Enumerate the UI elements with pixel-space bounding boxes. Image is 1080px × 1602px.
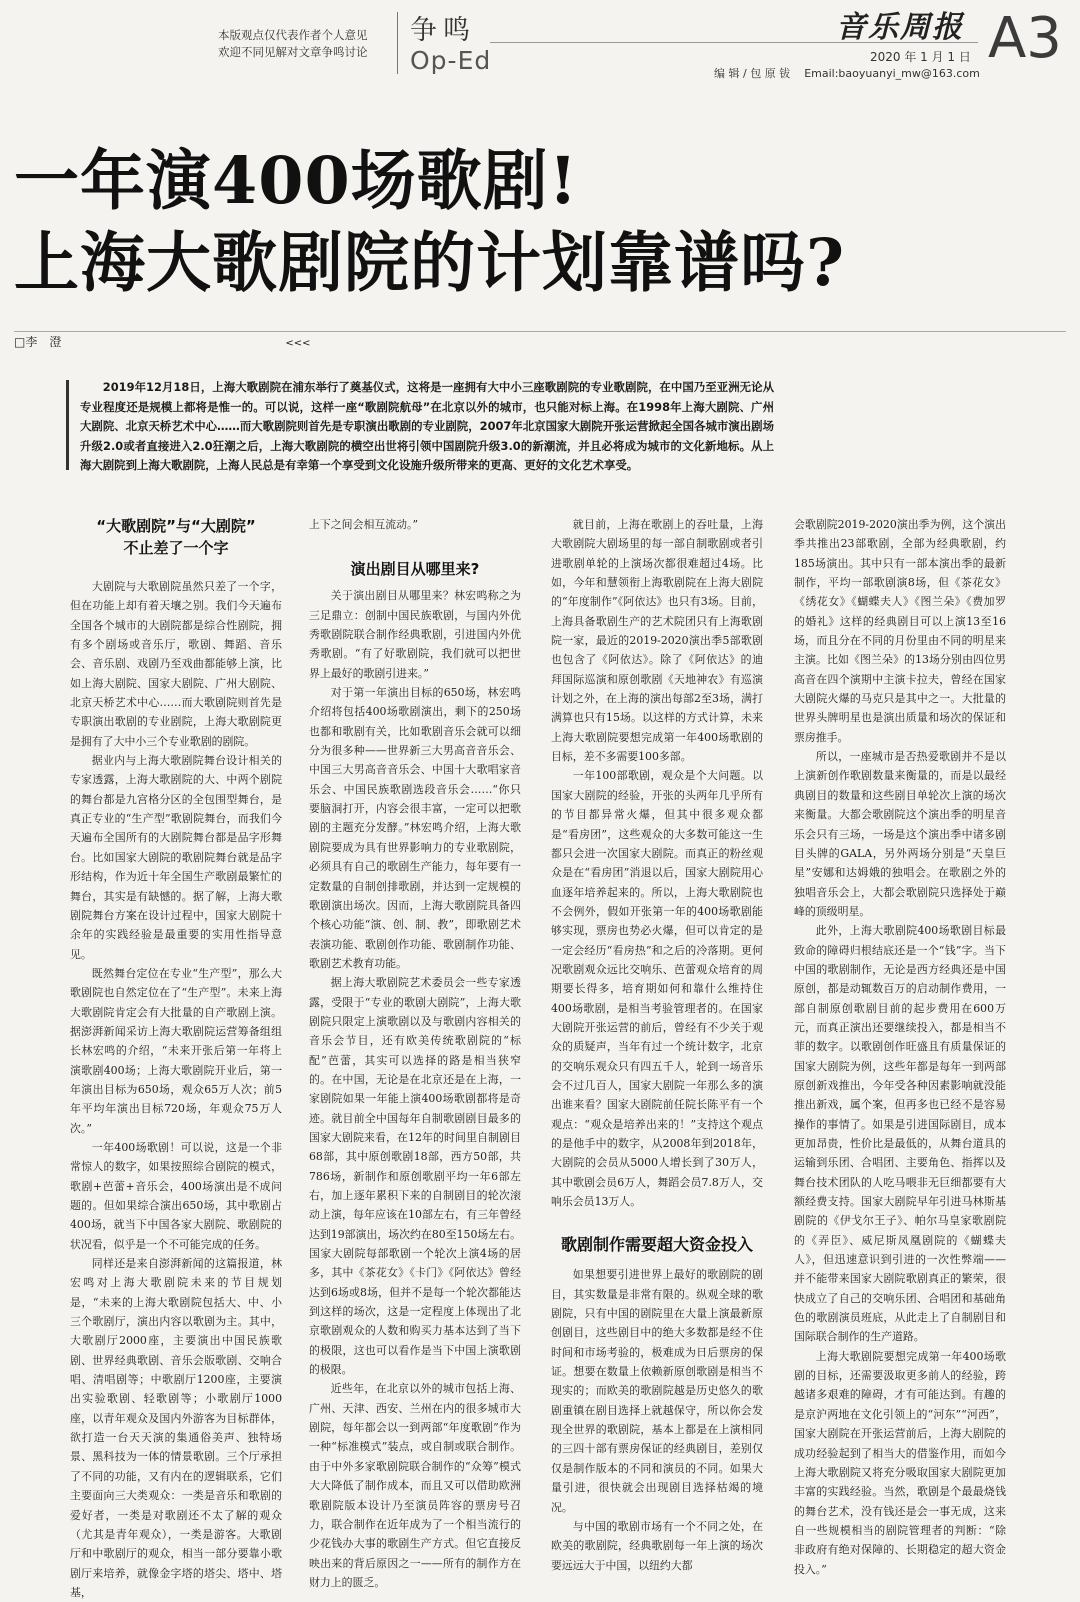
paragraph: 据业内与上海大歌剧院舞台设计相关的专家透露，上海大歌剧院的大、中两个剧院的舞台都是九宫格分区的全包围型舞台，是真正专业的“生产型”歌剧院舞台，而我们今天遍布全国所有的大剧院舞台都是品字形舞台。比如国家大剧院的歌剧院舞台就是品字形结构，作为近十年全国生产歌剧最繁忙的舞台，其实是有缺憾的。据了解，上海大歌剧院舞台方案在设计过程中，国家大剧院十余年的实践经验是最重要的实用性指导意见。: [70, 754, 282, 961]
paragraph: 如果想要引进世界上最好的歌剧院的剧目，其实数量是非常有限的。纵观全球的歌剧院，只有中国的剧院里在大量上演最新原创剧目，这些剧目中的绝大多数都是经不住时间和市场考验的，极难成为日后票房的保证。想要在数量上依赖新原创歌剧是相当不现实的；而欧美的歌剧院越是历史悠久的歌剧重镇在剧目选择上就越保守，所以你会发现全世界的歌剧院，基本上都是在上演相同的三四十部有票房保证的经典剧目，差别仅仅是制作版本的不同和演员的不同。如果大量引进，很快就会出现剧目选择枯竭的境况。: [551, 1268, 763, 1514]
headline-line-1: 一年演400场歌剧!: [14, 143, 579, 219]
editor-name: 编 辑 / 包 原 钹: [714, 67, 791, 80]
paragraph: 与中国的歌剧市场有一个不同之处，在欧美的歌剧院，经典歌剧每一年上演的场次要远远大于中国，以纽约大都: [551, 1519, 763, 1572]
author: □李 澄: [14, 335, 62, 349]
subheading-1: [70, 515, 282, 559]
column-1: [70, 515, 282, 1602]
subheading-1-line-2: 不止差了一个字: [123, 539, 229, 557]
paragraph: 一年400场歌剧！可以说，这是一个非常惊人的数字，如果按照综合剧院的模式，歌剧+芭蕾+音乐会，400场演出是不成问题的。但如果综合演出650场，其中歌剧占400场，就当下中国各家大剧院、歌剧院的状况看，似乎是一个不可能完成的任务。: [70, 1140, 282, 1251]
header-divider: [397, 12, 398, 74]
headline: [14, 140, 845, 304]
paragraph: 此外，上海大歌剧院400场歌剧目标最致命的障碍归根结底还是一个“钱”字。当下中国的歌剧制作，无论是西方经典还是中国原创，都是动辄数百万的启动制作费用，一部自制原创歌剧目前的起步费用在600万元，而真正演出还要继续投入，都是相当不菲的数字。以歌剧创作旺盛且有质量保证的国家大剧院为例，这些年都是每年一到两部原创新戏推出，今年受各种因素影响就没能推出新戏，属个案，但再多也已经不是容易操作的事情了。如果是引进国际剧目，成本更加昂贵，性价比是最低的，从舞台道具的运输到乐团、合唱团、主要角色、指挥以及舞台技术团队的人吃马喂非无巨细都要有大额经费支持。国家大剧院早年引进马林斯基剧院的《伊戈尔王子》、帕尔马皇家歌剧院的《弄臣》、威尼斯凤凰剧院的《蝴蝶夫人》，但迅速意识到引进的一次性弊端——并不能带来国家大剧院歌剧真正的繁荣，很快成立了自己的交响乐团、合唱团和基础角色的歌剧演员班底，从此走上了自制剧目和国际联合制作的生产道路。: [794, 924, 1006, 1344]
subheading-1-line-1: “大歌剧院”与“大剧院”: [96, 517, 256, 535]
column-3: [551, 515, 763, 1575]
paragraph: 上海大歌剧院要想完成第一年400场歌剧的目标，还需要汲取更多前人的经验，跨越诸多艰难的障碍，才有可能达到。有趣的是京沪两地在文化引领上的“河东”“河西”，国家大剧院在开张运营前后，上海大剧院的成功经验起到了相当大的借鉴作用，而如今上海大歌剧院又将充分吸取国家大剧院更加丰富的实践经验。当然，歌剧是个最最烧钱的舞台艺术，没有钱还是会一事无成，这来自一些规模相当的剧院管理者的判断：“除非政府有绝对保障的、长期稳定的超大资金投入。”: [794, 1349, 1006, 1576]
paragraph: 同样还是来自澎湃新闻的这篇报道，林宏鸣对上海大歌剧院未来的节目规划是，“未来的上海大歌剧院包括大、中、小三个歌剧厅，演出内容以歌剧为主。其中，大歌剧厅2000座，主要演出中国民族歌剧、世界经典歌剧、音乐会版歌剧、交响合唱、清唱剧等；中歌剧厅1200座，主要演出实验歌剧、轻歌剧等；小歌剧厅1000座，以青年观众及国内外游客为目标群体，欲打造一台天天演的集通俗美声、独特场景、黑科技为一体的情景歌剧。三个厅承担了不同的功能，又有内在的逻辑联系，它们主要面向三大类观众：一类是音乐和歌剧的爱好者，一类是对歌剧还不太了解的观众（尤其是青年观众），一类是游客。大歌剧厅和中歌剧厅的观众，相当一部分要靠小歌剧厅来培养，就像金字塔的塔尖、塔中、塔基，: [70, 1257, 282, 1599]
masthead-logo: 音乐周报: [836, 10, 964, 45]
subheading-2: 演出剧目从哪里来?: [350, 560, 480, 579]
lead-rule: [66, 380, 69, 470]
paragraph: 所以，一座城市是否热爱歌剧并不是以上演新创作歌剧数量来衡量的，而是以最经典剧目的数量和这些剧目单轮次上演的场次来衡量。大都会歌剧院这个演出季的明星音乐会只有三场，一场是这个演出季中诸多剧目头牌的GALA，另外两场分别是“天皇巨星”安娜和达姆娥的独唱会。在歌剧之外的独唱音乐会上，大都会歌剧院只选择处于巅峰的顶级明星。: [794, 750, 1006, 918]
headline-line-2: 上海大歌剧院的计划靠谱吗?: [14, 225, 846, 301]
paragraph: 对于第一年演出目标的650场，林宏鸣介绍将包括400场歌剧演出，剩下的250场也都和歌剧有关，比如歌剧音乐会就可以细分为很多种——世界新三大男高音音乐会、中国三大男高音音乐会、中国十大歌唱家音乐会、中国民族歌剧选段音乐会……“你只要脑洞打开，内容会很丰富，一定可以把歌剧的主题充分发酵。”林宏鸣介绍，上海大歌剧院要成为具有世界影响力的专业歌剧院，必须具有自己的歌剧生产能力，每年要有一定数量的自制创排歌剧，并达到一定规模的歌剧演出场次。因而，上海大歌剧院具备四个核心功能“演、创、制、教”，即歌剧艺术表演功能、歌剧创作功能、歌剧制作功能、歌剧艺术教育功能。: [309, 686, 521, 970]
disclaimer-line-2: 欢迎不同见解对文章争鸣讨论: [218, 45, 368, 59]
byline: [14, 333, 310, 350]
paragraph: 会歌剧院2019-2020演出季为例，这个演出季共推出23部歌剧，全部为经典歌剧，约185场演出。其中只有一部本演出季的最新制作，平均一部歌剧演8场，但《茶花女》《绣花女》《蝴蝶夫人》《图兰朵》《费加罗的婚礼》这样的经典剧目可以上演13至16场，而且分在不同的月份里由不同的明星来主演。比如《图兰朵》的13场分别由四位男高音在四个演期中主演卡拉夫，曾经在国家大剧院火爆的马克只是其中之一。大批量的世界头牌明星也是演出质量和场次的保证和票房推手。: [794, 518, 1006, 744]
paragraph: 就目前，上海在歌剧上的吞吐量，上海大歌剧院大剧场里的每一部自制歌剧或者引进歌剧单轮的上演场次都很难超过4场。比如，今年和慧领衔上海歌剧院在上海大剧院的“年度制作”《阿依达》也只有3场。目前，上海具备歌剧生产的艺术院团只有上海歌剧院一家，最近的2019-2020演出季5部歌剧也包含了《阿依达》。除了《阿依达》的迪拜国际巡演和原创歌剧《天地神农》有巡演计划之外，在上海的演出每部2至3场，满打满算也只有15场。以这样的方式计算，未来上海大歌剧院要想完成第一年400场歌剧的目标，差不多需要100多部。: [551, 518, 763, 764]
column-2: [309, 515, 521, 1592]
page-number: A3: [988, 6, 1062, 71]
column-4: [794, 515, 1006, 1579]
disclaimer: [218, 27, 368, 61]
paragraph: 大剧院与大歌剧院虽然只差了一个字，但在功能上却有着天壤之别。我们今天遍布全国各个城市的大剧院都是综合性剧院，拥有多个剧场或音乐厅，歌剧、舞蹈、音乐会、音乐剧、戏剧乃至戏曲都能够上演，比如上海大剧院、国家大剧院、广州大剧院、北京天桥艺术中心……而大歌剧院则首先是专职演出歌剧的专业剧院，上海大歌剧院更是拥有了大中小三个专业歌剧的剧院。: [70, 580, 282, 748]
issue-date: 2020 年 1 月 1 日: [870, 50, 971, 64]
section-title: 争鸣: [410, 15, 476, 46]
byline-rule: [14, 331, 1066, 332]
paragraph: 据上海大歌剧院艺术委员会一些专家透露，受限于“专业的歌剧大剧院”，上海大歌剧院只限定上演歌剧以及与歌剧内容相关的音乐会节目，还有欧美传统歌剧院的“标配”芭蕾，其实可以选择的路是相当狭窄的。在中国，无论是在北京还是在上海，一家剧院如果一年能上演400场歌剧都将是奇迹。就目前全中国每年自制歌剧剧目最多的国家大剧院来看，在12年的时间里自制剧目68部，其中原创歌剧18部，西方50部，共786场，新制作和原创歌剧平均一年6部左右，加上逐年累积下来的自制剧目的轮次滚动上演，每年应该在10部左右，有三年曾经达到19部演出，场次约在80至150场左右。国家大剧院每部歌剧一个轮次上演4场的居多，其中《茶花女》《卡门》《阿依达》曾经达到6场或8场，但并不是每一个轮次都能达到这样的场次，这是一定程度上体现出了北京歌剧观众的人数和购买力基本达到了当下的极限，这也可以看作是当下中国上演歌剧的极限。: [309, 976, 521, 1377]
disclaimer-line-1: 本版观点仅代表作者个人意见: [218, 28, 368, 42]
subheading-3: 歌剧制作需要超大资金投入: [560, 1235, 753, 1255]
paragraph: 关于演出剧目从哪里来？林宏鸣称之为三足鼎立：创制中国民族歌剧，与国内外优秀歌剧院联合制作经典歌剧，引进国内外优秀歌剧。“有了好歌剧院，我们就可以把世界上最好的歌剧引进来。”: [309, 589, 521, 680]
editor-info: [714, 65, 980, 81]
paragraph: 一年100部歌剧，观众是个大问题。以国家大剧院的经验，开张的头两年几乎所有的节目都异常火爆，但其中很多观众都是“看房团”，这些观众的大多数可能这一生都只会进一次国家大剧院。而真正的粉丝观众是在“看房团”消退以后，国家大剧院用心血逐年培养起来的。所以，上海大歌剧院也不会例外，假如开张第一年的400场歌剧能够实现，票房也势必火爆，但可以肯定的是一定会经历“看房热”和之后的冷落期。更何况歌剧观众远比交响乐、芭蕾观众培育的周期要长得多，培育期如何和靠什么维持住400场歌剧，是相当考验管理者的。在国家大剧院开张运营的前后，曾经有不少关于观众的质疑声，当年有过一个统计数字，北京的交响乐观众只有四五千人，轮到一场音乐会不过几百人，国家大剧院一年那么多的演出谁来看？国家大剧院前任院长陈平有一个观点：“观众是培养出来的！”支持这个观点的是他手中的数字，从2008年到2018年，大剧院的会员从5000人增长到了30万人，其中歌剧会员6万人，舞蹈会员7.8万人，交响乐会员13万人。: [551, 769, 763, 1209]
paragraph: 上下之间会相互流动。”: [309, 518, 419, 531]
paragraph: 既然舞台定位在专业“生产型”，那么大歌剧院也自然定位在了“生产型”。未来上海大歌剧院肯定会有大批量的自产歌剧上演。据澎湃新闻采访上海大歌剧院运营筹备组组长林宏鸣的介绍，“未来开张后第一年将上演歌剧400场；上海大歌剧院开业后，第一年演出目标为650场，观众65万人次；前5年平均年演出目标720场，年观众75万人次。”: [70, 966, 282, 1135]
byline-mark: <<<: [285, 338, 311, 349]
lead-paragraph: 2019年12月18日，上海大歌剧院在浦东举行了奠基仪式，这将是一座拥有大中小三座歌剧院的专业歌剧院，在中国乃至亚洲无论从专业程度还是规模上都将是惟一的。可以说，这样一座“歌剧院航母”在北京以外的城市，也只能对标上海。在1998年上海大剧院、广州大剧院、北京天桥艺术中心……而大歌剧院则首先是专职演出歌剧的专业剧院，2007年北京国家大剧院开张运营掀起全国各城市演出剧场升级2.0或者直接进入2.0狂潮之后，上海大歌剧院的横空出世将引领中国剧院升级3.0的新潮流，并且必将成为城市的文化新地标。从上海大剧院到上海大歌剧院，上海人民总是有幸第一个享受到文化设施升级所带来的更高、更好的文化艺术享受。: [80, 380, 774, 472]
section-subtitle: Op-Ed: [410, 46, 492, 75]
paragraph: 近些年，在北京以外的城市包括上海、广州、天津、西安、兰州在内的很多城市大剧院，每年都会以一到两部“年度歌剧”作为一种“标准模式”装点，或自制或联合制作。由于中外多家歌剧院联合制作的“众筹”模式大大降低了制作成本，而且又可以借助欧洲歌剧院版本设计乃至演员阵容的票房号召力，联合制作在近年成为了一个相当流行的少花钱办大事的歌剧生产方式。但它直接反映出来的背后原因之一——所有的制作方在财力上的匮乏。: [309, 1382, 521, 1589]
editor-email: Email:baoyuanyi_mw@163.com: [804, 67, 980, 80]
